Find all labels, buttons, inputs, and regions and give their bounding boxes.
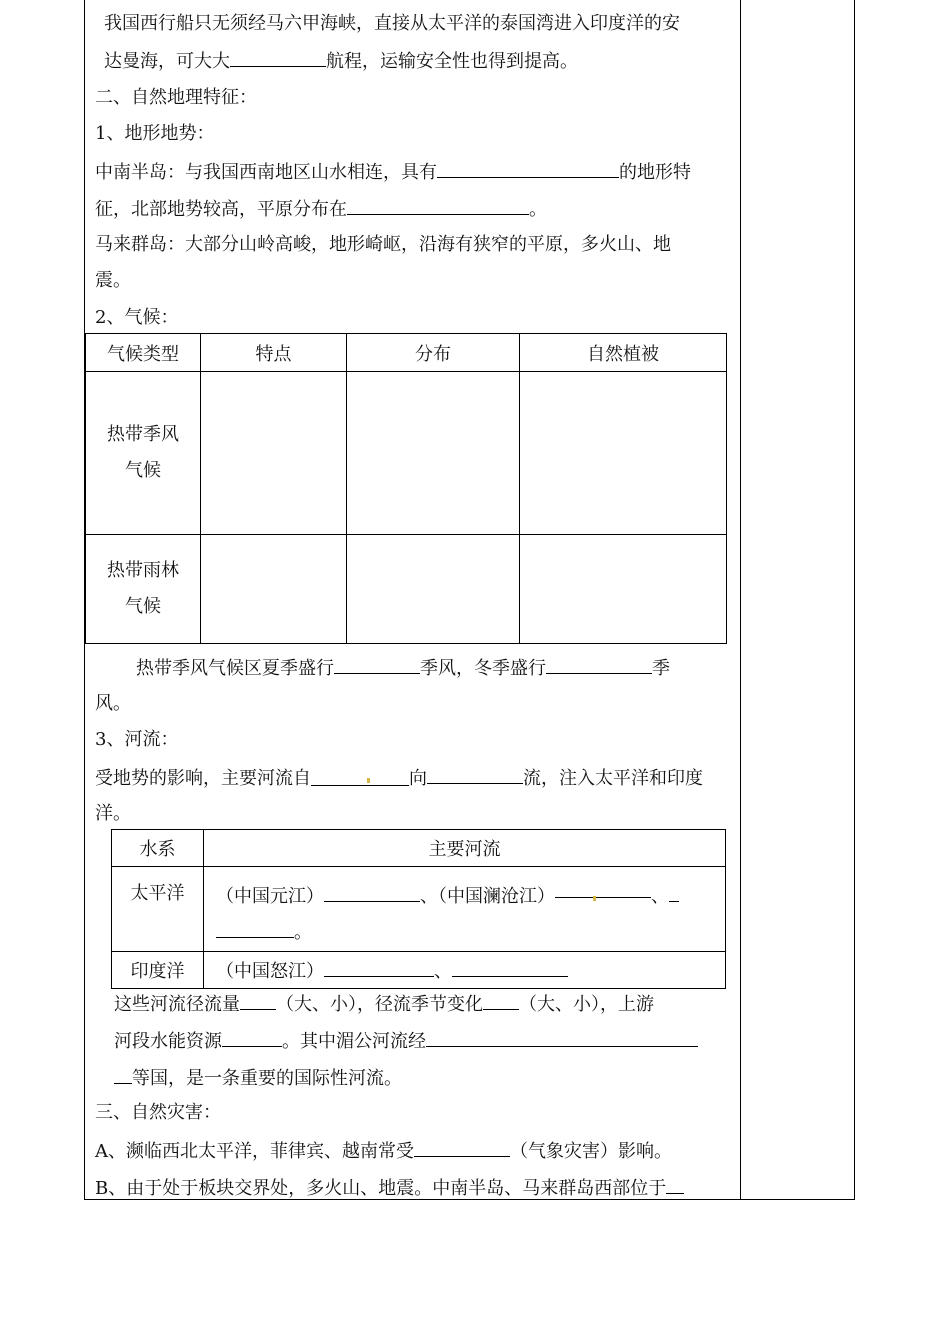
climate-cell[interactable]: [347, 372, 520, 535]
river-header-main-rivers: 主要河流: [204, 830, 726, 867]
answer-blank[interactable]: [669, 883, 679, 902]
answer-blank[interactable]: [666, 1175, 684, 1194]
answer-blank[interactable]: [437, 159, 619, 178]
answer-blank[interactable]: [347, 196, 529, 215]
answer-blank[interactable]: [483, 991, 519, 1010]
climate-header-type: 气候类型: [86, 334, 201, 372]
intro-line-1: 我国西行船只无须经马六甲海峡，直接从太平洋的泰国湾进入印度洋的安: [104, 13, 680, 34]
flow-line-1: 这些河流径流量 （大、小），径流季节变化 （大、小），上游: [114, 991, 654, 1017]
answer-blank[interactable]: [414, 1138, 510, 1157]
answer-blank[interactable]: [216, 919, 294, 938]
answer-blank[interactable]: [427, 765, 523, 784]
section-heading-natural-features: 二、自然地理特征：: [95, 87, 257, 108]
answer-blank[interactable]: [324, 958, 434, 977]
river-table: [111, 829, 726, 989]
terrain-heading: 1、地形地势：: [95, 123, 215, 144]
climate-cell[interactable]: [201, 535, 347, 644]
answer-blank[interactable]: [452, 958, 568, 977]
climate-row-monsoon-type: 热带季风 气候: [86, 372, 201, 535]
river-heading: 3、河流：: [95, 729, 179, 750]
climate-header-features: 特点: [201, 334, 347, 372]
climate-row-rainforest-type: 热带雨林 气候: [86, 535, 201, 644]
climate-table: [85, 333, 727, 644]
indochina-line-1: 中南半岛：与我国西南地区山水相连，具有 的地形特: [95, 159, 691, 185]
river-row-pacific-rivers: （中国元江） 、（中国澜沧江） 、 。: [204, 867, 726, 952]
disaster-item-b: B、由于处于板块交界处，多火山、地震。中南半岛、马来群岛西部位于: [95, 1175, 684, 1201]
section-heading-natural-disasters: 三、自然灾害：: [95, 1102, 221, 1123]
river-row-pacific-label: 太平洋: [112, 867, 204, 952]
answer-blank[interactable]: [555, 879, 651, 898]
answer-blank[interactable]: [230, 48, 326, 67]
climate-heading: 2、气候：: [95, 307, 179, 328]
monsoon-line-2: 风。: [95, 693, 131, 714]
river-row-indian-label: 印度洋: [112, 952, 204, 989]
river-header-system: 水系: [112, 830, 204, 867]
answer-blank[interactable]: [324, 883, 420, 902]
answer-blank[interactable]: [311, 767, 409, 786]
climate-cell[interactable]: [520, 372, 727, 535]
climate-header-distribution: 分布: [347, 334, 520, 372]
ink-mark: [367, 778, 370, 783]
answer-blank[interactable]: [546, 655, 652, 674]
climate-cell[interactable]: [201, 372, 347, 535]
answer-blank[interactable]: [114, 1065, 132, 1084]
malay-line-2: 震。: [95, 270, 131, 291]
answer-blank[interactable]: [222, 1028, 282, 1047]
monsoon-line-1: 热带季风气候区夏季盛行 季风，冬季盛行 季: [136, 655, 670, 681]
climate-header-vegetation: 自然植被: [520, 334, 727, 372]
malay-line-1: 马来群岛：大部分山岭高峻，地形崎岖，沿海有狭窄的平原，多火山、地: [95, 234, 671, 255]
disaster-item-a: A、濒临西北太平洋，菲律宾、越南常受 （气象灾害）影响。: [95, 1138, 672, 1164]
ink-mark: [593, 896, 596, 901]
flow-line-3: 等国，是一条重要的国际性河流。: [114, 1065, 402, 1091]
indochina-line-2: 征，北部地势较高，平原分布在 。: [95, 196, 547, 222]
river-line-1: 受地势的影响，主要河流自 向 流，注入太平洋和印度: [95, 765, 703, 791]
river-line-2: 洋。: [95, 803, 131, 824]
climate-cell[interactable]: [347, 535, 520, 644]
answer-blank[interactable]: [334, 655, 420, 674]
answer-blank[interactable]: [240, 991, 276, 1010]
climate-cell[interactable]: [520, 535, 727, 644]
river-row-indian-rivers: （中国怒江） 、: [204, 952, 726, 989]
notes-column-divider: [740, 0, 741, 1200]
answer-blank[interactable]: [426, 1028, 698, 1047]
intro-line-2: 达曼海，可大大 航程，运输安全性也得到提高。: [104, 48, 578, 74]
flow-line-2: 河段水能资源 。其中湄公河流经: [114, 1028, 698, 1054]
